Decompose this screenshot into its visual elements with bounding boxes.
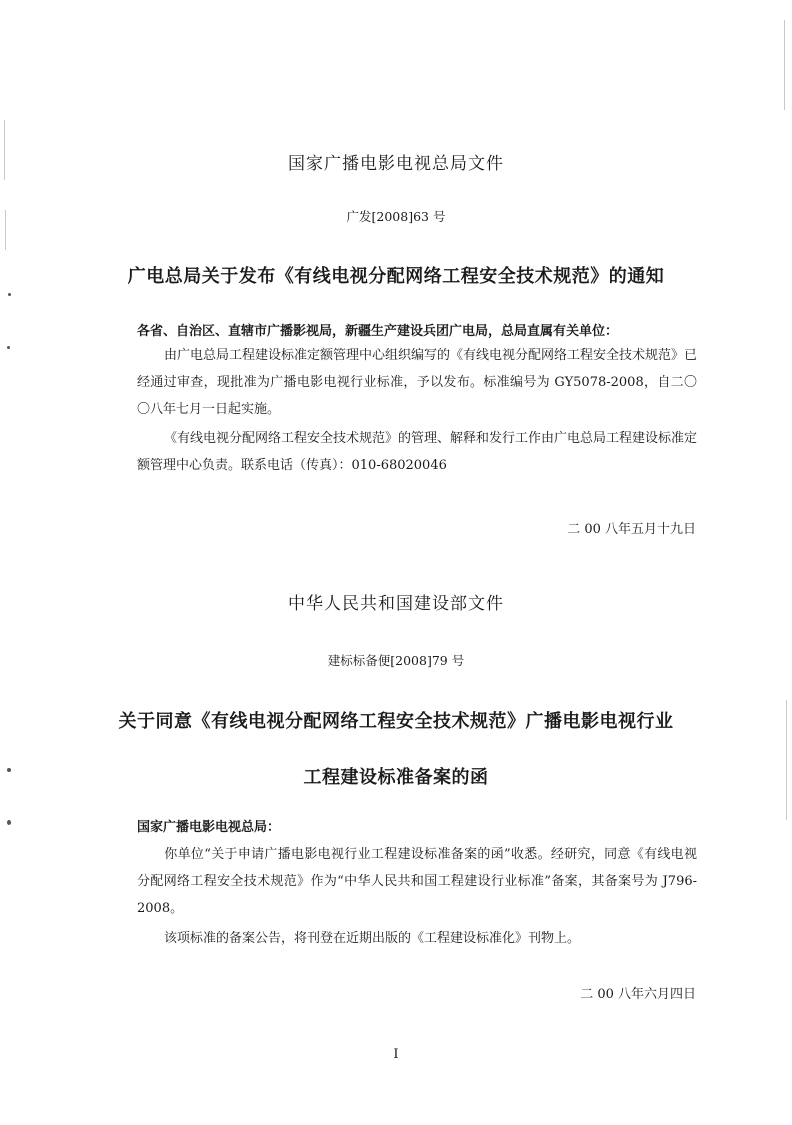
section1-addressee: 各省、自治区、直辖市广播影视局，新疆生产建设兵团广电局，总局直属有关单位： bbox=[137, 324, 619, 339]
section2-header: 中华人民共和国建设部文件 bbox=[288, 594, 504, 614]
scan-edge-mark bbox=[784, 20, 785, 110]
section2-title-line1: 关于同意《有线电视分配网络工程安全技术规范》广播电影电视行业 bbox=[118, 711, 674, 732]
page-number: I bbox=[393, 1047, 399, 1062]
section1-paragraph-1 bbox=[137, 342, 697, 423]
section2-date: 二 00 八年六月四日 bbox=[580, 987, 696, 1002]
section1-date: 二 00 八年五月十九日 bbox=[567, 522, 696, 537]
scan-speck bbox=[7, 346, 10, 349]
section1-title: 广电总局关于发布《有线电视分配网络工程安全技术规范》的通知 bbox=[127, 266, 665, 287]
section2-title-line2: 工程建设标准备案的函 bbox=[303, 767, 489, 788]
section1-header: 国家广播电影电视总局文件 bbox=[288, 154, 504, 174]
scan-speck bbox=[8, 293, 11, 296]
scan-speck bbox=[7, 820, 11, 825]
section1-paragraph-1-text: 由广电总局工程建设标准定额管理中心组织编写的《有线电视分配网络工程安全技术规范》已经通过审查，现批准为广播电影电视行业标准，予以发布。标准编号为 GY5078-2008，自二〇〇八年七月一日起实施。 bbox=[137, 348, 698, 417]
section2-paragraph-2-text: 该项标准的备案公告，将刊登在近期出版的《工程建设标准化》刊物上。 bbox=[164, 931, 581, 946]
section2-paragraph-1-text: 你单位“关于申请广播电影电视行业工程建设标准备案的函”收悉。经研究，同意《有线电视分配网络工程安全技术规范》作为“中华人民共和国工程建设行业标准”备案，其备案号为 J796-2008。 bbox=[137, 847, 697, 916]
section1-paragraph-2 bbox=[137, 425, 697, 479]
section2-addressee: 国家广播电影电视总局： bbox=[137, 820, 281, 835]
section2-paragraph-2 bbox=[137, 925, 697, 952]
section2-doc-number: 建标标备便[2008]79 号 bbox=[327, 653, 465, 668]
section1-paragraph-2-text: 《有线电视分配网络工程安全技术规范》的管理、解释和发行工作由广电总局工程建设标准定额管理中心负责。联系电话（传真）：010-68020046 bbox=[137, 431, 698, 473]
section2-paragraph-1 bbox=[137, 841, 697, 922]
section1-doc-number: 广发[2008]63 号 bbox=[346, 209, 446, 224]
